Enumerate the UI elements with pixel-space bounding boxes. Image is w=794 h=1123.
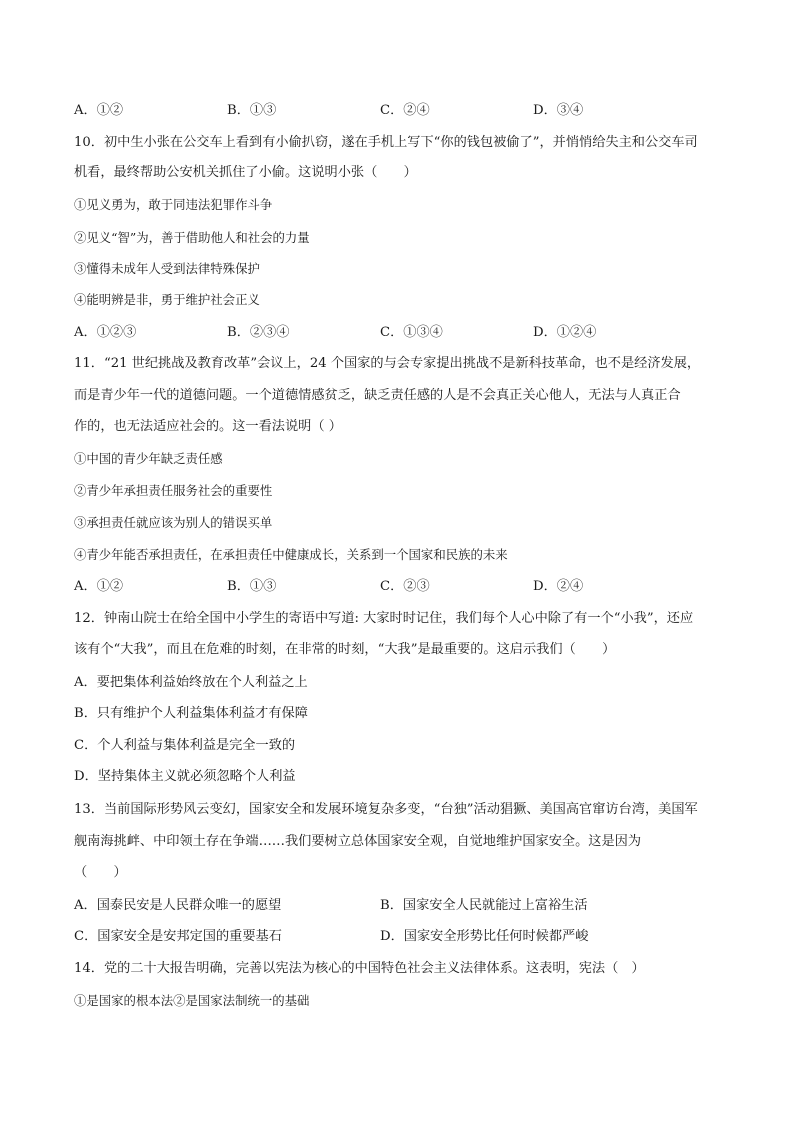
q10-statement-2: ②见义“智”为，善于借助他人和社会的力量 — [74, 230, 310, 245]
q13-option-a: A．国泰民安是人民群众唯一的愿望 — [74, 898, 282, 913]
q10-statement-1: ①见义勇为，敢于同违法犯罪作斗争 — [74, 197, 273, 212]
q13-stem-line-1: 13．当前国际形势风云变幻，国家安全和发展环境复杂多变，“台独”活动猖獗、美国高官窜访台湾，美国军 — [74, 802, 698, 817]
q12-option-a: A．要把集体利益始终放在个人利益之上 — [74, 675, 308, 690]
q11-option-a: A．①② — [74, 579, 124, 594]
q12-option-b: B．只有维护个人利益集体利益才有保障 — [74, 706, 308, 721]
q11-statement-2: ②青少年承担责任服务社会的重要性 — [74, 483, 273, 498]
q13-option-c: C．国家安全是安邦定国的重要基石 — [74, 929, 282, 944]
q14-statement-1: ①是国家的根本法②是国家法制统一的基础 — [74, 993, 310, 1008]
q10-option-b: B．②③④ — [227, 325, 290, 340]
q11-statement-3: ③承担责任就应该为别人的错误买单 — [74, 515, 273, 530]
q12-option-c: C．个人利益与集体利益是完全一致的 — [74, 738, 296, 753]
q11-stem-line-2: 而是青少年一代的道德问题。一个道德情感贫乏，缺乏责任感的人是不会真正关心他人，无法与人真正合 — [74, 388, 681, 403]
q10-option-a: A．①②③ — [74, 325, 137, 340]
q10-statement-3: ③懂得未成年人受到法律特殊保护 — [74, 261, 260, 276]
q11-option-d: D．②④ — [533, 579, 584, 594]
q10-stem-line-2: 机看，最终帮助公安机关抓住了小偷。这说明小张（ ） — [74, 165, 417, 180]
q11-statement-4: ④青少年能否承担责任，在承担责任中健康成长，关系到一个国家和民族的未来 — [74, 547, 508, 562]
q11-option-c: C．②③ — [380, 579, 430, 594]
q12-stem-line-2: 该有个“大我”，而且在危难的时刻，在非常的时刻，“大我”是最重要的。这启示我们（ ） — [74, 642, 616, 657]
q10-stem-line-1: 10．初中生小张在公交车上看到有小偷扒窃，遂在手机上写下“你的钱包被偷了”，并悄悄给失主和公交车司 — [74, 135, 698, 150]
q9-option-a: A．①② — [74, 103, 124, 118]
q13-stem-line-3: （ ） — [74, 865, 127, 880]
q9-option-c: C．②④ — [380, 103, 430, 118]
q11-stem-line-1: 11．“21 世纪挑战及教育改革”会议上，24 个国家的与会专家提出挑战不是新科技革命，也不是经济发展， — [74, 356, 701, 371]
q11-statement-1: ①中国的青少年缺乏责任感 — [74, 451, 223, 466]
q11-stem-line-3: 作的，也无法适应社会的。这一看法说明（ ） — [74, 419, 342, 434]
q9-option-d: D．③④ — [533, 103, 584, 118]
q13-option-d: D．国家安全形势比任何时候都严峻 — [380, 929, 589, 944]
q12-stem-line-1: 12．钟南山院士在给全国中小学生的寄语中写道: 大家时时记住，我们每个人心中除了有一个“小我”，还应 — [74, 611, 694, 626]
q10-statement-4: ④能明辨是非，勇于维护社会正义 — [74, 292, 260, 307]
q12-option-d: D．坚持集体主义就必须忽略个人利益 — [74, 769, 296, 784]
q11-option-b: B．①③ — [227, 579, 277, 594]
q9-option-b: B．①③ — [227, 103, 277, 118]
q10-option-c: C．①③④ — [380, 325, 443, 340]
q10-option-d: D．①②④ — [533, 325, 597, 340]
q13-stem-line-2: 舰南海挑衅、中印领土存在争端……我们要树立总体国家安全观，自觉地维护国家安全。这是因为 — [74, 834, 642, 849]
q13-option-b: B．国家安全人民就能过上富裕生活 — [380, 898, 588, 913]
q14-stem-line-1: 14．党的二十大报告明确，完善以宪法为核心的中国特色社会主义法律体系。这表明，宪法（ ） — [74, 961, 645, 976]
